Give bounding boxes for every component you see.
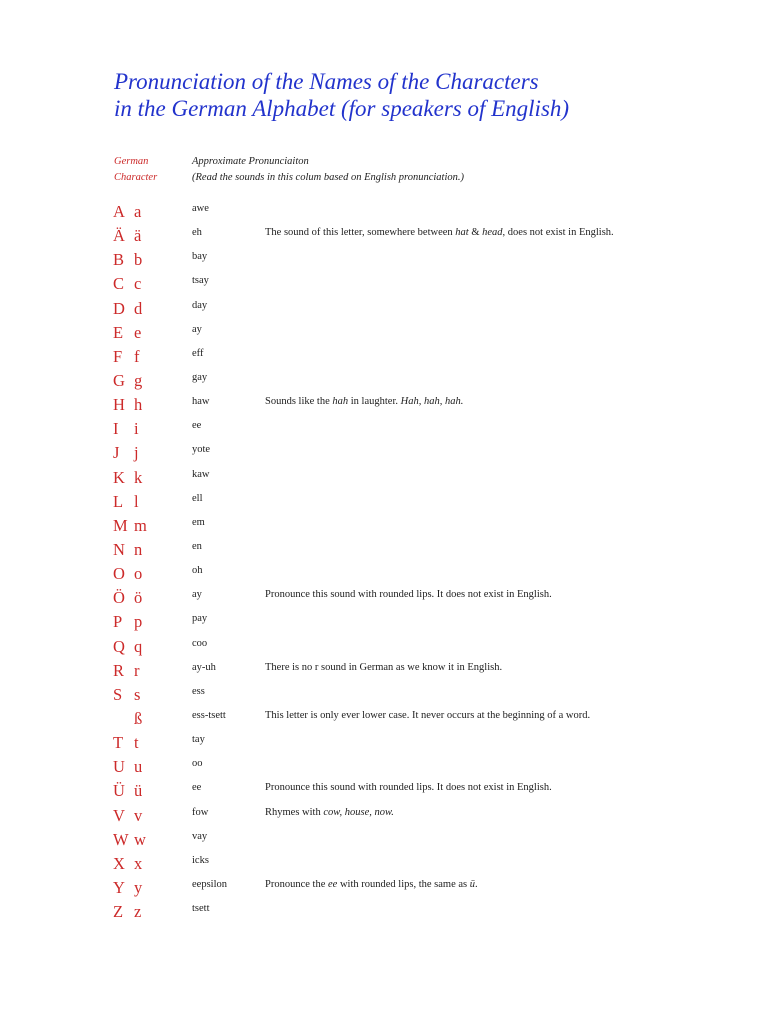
- lowercase-letter: q: [134, 636, 143, 656]
- lowercase-letter: n: [134, 539, 143, 559]
- uppercase-letter: O: [113, 564, 125, 584]
- column-header-pronunciation-line-1: Approximate Pronunciaiton: [192, 156, 309, 167]
- table-row: [0, 828, 768, 852]
- note-text: in laughter.: [348, 396, 401, 408]
- page-title-line-2: in the German Alphabet (for speakers of English): [114, 96, 570, 121]
- table-row: [0, 369, 768, 393]
- pronunciation: gay: [192, 371, 208, 383]
- table-row: [0, 731, 768, 755]
- lowercase-letter: h: [134, 395, 143, 415]
- note-text: This letter is only ever lower case. It never occurs at the beginning of a word.: [265, 709, 591, 721]
- pronunciation-note: [265, 878, 478, 892]
- pronunciation: oh: [192, 565, 203, 577]
- pronunciation: eepsilon: [192, 878, 227, 890]
- lowercase-letter: s: [134, 684, 141, 704]
- pronunciation: kaw: [192, 468, 210, 480]
- uppercase-letter: P: [113, 612, 123, 632]
- uppercase-letter: K: [113, 467, 125, 487]
- lowercase-letter: u: [134, 757, 143, 777]
- lowercase-letter: ö: [134, 588, 143, 608]
- pronunciation: eh: [192, 227, 202, 239]
- lowercase-letter: ß: [134, 708, 143, 728]
- table-row: [0, 586, 768, 610]
- table-row: [0, 852, 768, 876]
- uppercase-letter: U: [113, 757, 125, 777]
- pronunciation-note: [265, 226, 614, 240]
- pronunciation: icks: [192, 854, 209, 866]
- pronunciation: ess-tsett: [192, 709, 226, 721]
- uppercase-letter: Ö: [113, 588, 125, 608]
- note-text: Sounds like the: [265, 396, 333, 408]
- pronunciation: awe: [192, 203, 209, 214]
- table-row: [0, 441, 768, 465]
- column-header-pronunciation: [192, 154, 464, 186]
- uppercase-letter: H: [113, 395, 125, 415]
- lowercase-letter: l: [134, 491, 139, 511]
- uppercase-letter: Q: [113, 636, 125, 656]
- table-row: [0, 321, 768, 345]
- note-emphasis: hat: [455, 227, 469, 239]
- uppercase-letter: V: [113, 805, 125, 825]
- table-row: [0, 635, 768, 659]
- note-text: Rhymes with: [265, 806, 324, 818]
- table-row: [0, 297, 768, 321]
- pronunciation: ay: [192, 323, 202, 335]
- pronunciation: oo: [192, 758, 203, 770]
- alphabet-table: [0, 200, 768, 924]
- uppercase-letter: B: [113, 250, 125, 270]
- column-header-character-line-1: German: [114, 156, 149, 167]
- table-row: [0, 876, 768, 900]
- table-row: [0, 707, 768, 731]
- lowercase-letter: m: [134, 515, 147, 535]
- pronunciation: fow: [192, 806, 209, 818]
- pronunciation-note: [265, 806, 394, 820]
- lowercase-letter: b: [134, 250, 143, 270]
- table-row: [0, 779, 768, 803]
- note-text: with rounded lips, the same as: [337, 878, 470, 890]
- note-text: Pronounce this sound with rounded lips. It does not exist in English.: [265, 589, 552, 601]
- note-emphasis: head: [482, 227, 503, 239]
- page-title: [114, 68, 569, 122]
- lowercase-letter: g: [134, 370, 143, 390]
- lowercase-letter: ä: [134, 226, 142, 246]
- table-row: [0, 514, 768, 538]
- note-text: &: [468, 227, 483, 239]
- pronunciation: yote: [192, 444, 211, 456]
- note-emphasis: ee: [328, 878, 338, 890]
- pronunciation: ee: [192, 420, 202, 432]
- pronunciation: ell: [192, 492, 203, 504]
- uppercase-letter: D: [113, 298, 125, 318]
- column-header-character-line-2: Character: [114, 172, 158, 183]
- pronunciation-note: [265, 781, 552, 795]
- note-emphasis: ü: [469, 878, 475, 890]
- lowercase-letter: k: [134, 467, 143, 487]
- uppercase-letter: Ü: [113, 781, 125, 801]
- page-title-line-1: Pronunciation of the Names of the Characters: [114, 69, 539, 94]
- uppercase-letter: Ä: [113, 226, 125, 246]
- lowercase-letter: a: [134, 202, 142, 221]
- pronunciation-note: [265, 709, 590, 723]
- note-text: Pronounce this sound with rounded lips. It does not exist in English.: [265, 782, 552, 794]
- lowercase-letter: y: [134, 877, 143, 897]
- uppercase-letter: I: [113, 419, 119, 439]
- pronunciation: tsay: [192, 275, 209, 287]
- table-row: [0, 538, 768, 562]
- lowercase-letter: e: [134, 322, 142, 342]
- lowercase-letter: r: [134, 660, 140, 680]
- table-row: [0, 755, 768, 779]
- lowercase-letter: p: [134, 612, 143, 632]
- table-row: [0, 200, 768, 224]
- pronunciation: haw: [192, 396, 210, 408]
- lowercase-letter: c: [134, 274, 142, 294]
- uppercase-letter: L: [113, 491, 124, 511]
- uppercase-letter: W: [113, 829, 129, 849]
- table-row: [0, 466, 768, 490]
- table-row: [0, 490, 768, 514]
- table-row: [0, 804, 768, 828]
- note-text: The sound of this letter, somewhere between: [265, 227, 456, 239]
- pronunciation: ay: [192, 589, 202, 601]
- table-row: [0, 345, 768, 369]
- pronunciation: ess: [192, 685, 205, 697]
- pronunciation: pay: [192, 613, 208, 625]
- lowercase-letter: w: [134, 829, 146, 849]
- note-emphasis: hah: [332, 396, 349, 408]
- pronunciation: ee: [192, 782, 202, 794]
- lowercase-letter: x: [134, 853, 143, 873]
- pronunciation: vay: [192, 830, 208, 842]
- uppercase-letter: T: [113, 733, 124, 753]
- pronunciation-note: [265, 588, 552, 602]
- table-row: [0, 562, 768, 586]
- table-row: [0, 610, 768, 634]
- lowercase-letter: f: [134, 346, 140, 366]
- uppercase-letter: X: [113, 853, 125, 873]
- pronunciation: em: [192, 516, 205, 528]
- uppercase-letter: J: [113, 443, 120, 463]
- note-text: .: [474, 878, 478, 890]
- note-emphasis: Hah, hah, hah.: [400, 396, 464, 408]
- pronunciation: tsett: [192, 903, 210, 915]
- pronunciation: day: [192, 299, 208, 311]
- lowercase-letter: j: [134, 443, 139, 463]
- column-header-character: [114, 154, 157, 186]
- uppercase-letter: Y: [113, 877, 125, 897]
- uppercase-letter: S: [113, 684, 123, 704]
- table-row: [0, 272, 768, 296]
- uppercase-letter: M: [113, 515, 128, 535]
- note-text: Pronounce the: [265, 878, 328, 890]
- lowercase-letter: t: [134, 733, 139, 753]
- uppercase-letter: Z: [113, 902, 124, 922]
- lowercase-letter: o: [134, 564, 143, 584]
- column-header-pronunciation-line-2: (Read the sounds in this colum based on English pronunciation.): [192, 172, 465, 183]
- pronunciation-note: [265, 395, 463, 409]
- lowercase-letter: ü: [134, 781, 143, 801]
- lowercase-letter: d: [134, 298, 143, 318]
- uppercase-letter: G: [113, 370, 125, 390]
- table-row: [0, 393, 768, 417]
- lowercase-letter: v: [134, 805, 143, 825]
- lowercase-letter: z: [134, 902, 142, 922]
- pronunciation: eff: [192, 347, 204, 359]
- uppercase-letter: N: [113, 539, 125, 559]
- pronunciation: coo: [192, 637, 208, 649]
- table-row: [0, 248, 768, 272]
- uppercase-letter: A: [113, 202, 125, 221]
- uppercase-letter: F: [113, 346, 123, 366]
- pronunciation: en: [192, 540, 202, 552]
- table-row: [0, 659, 768, 683]
- note-emphasis: cow, house, now.: [323, 806, 394, 818]
- uppercase-letter: C: [113, 274, 125, 294]
- pronunciation: bay: [192, 251, 208, 263]
- table-row: [0, 683, 768, 707]
- table-row: [0, 417, 768, 441]
- note-text: There is no r sound in German as we know it in English.: [265, 661, 503, 673]
- pronunciation-note: [265, 661, 502, 675]
- note-text: , does not exist in English.: [502, 227, 614, 239]
- pronunciation: tay: [192, 734, 205, 746]
- pronunciation: ay-uh: [192, 661, 216, 673]
- lowercase-letter: i: [134, 419, 139, 439]
- uppercase-letter: R: [113, 660, 125, 680]
- uppercase-letter: E: [113, 322, 124, 342]
- table-row: [0, 900, 768, 924]
- table-row: [0, 224, 768, 248]
